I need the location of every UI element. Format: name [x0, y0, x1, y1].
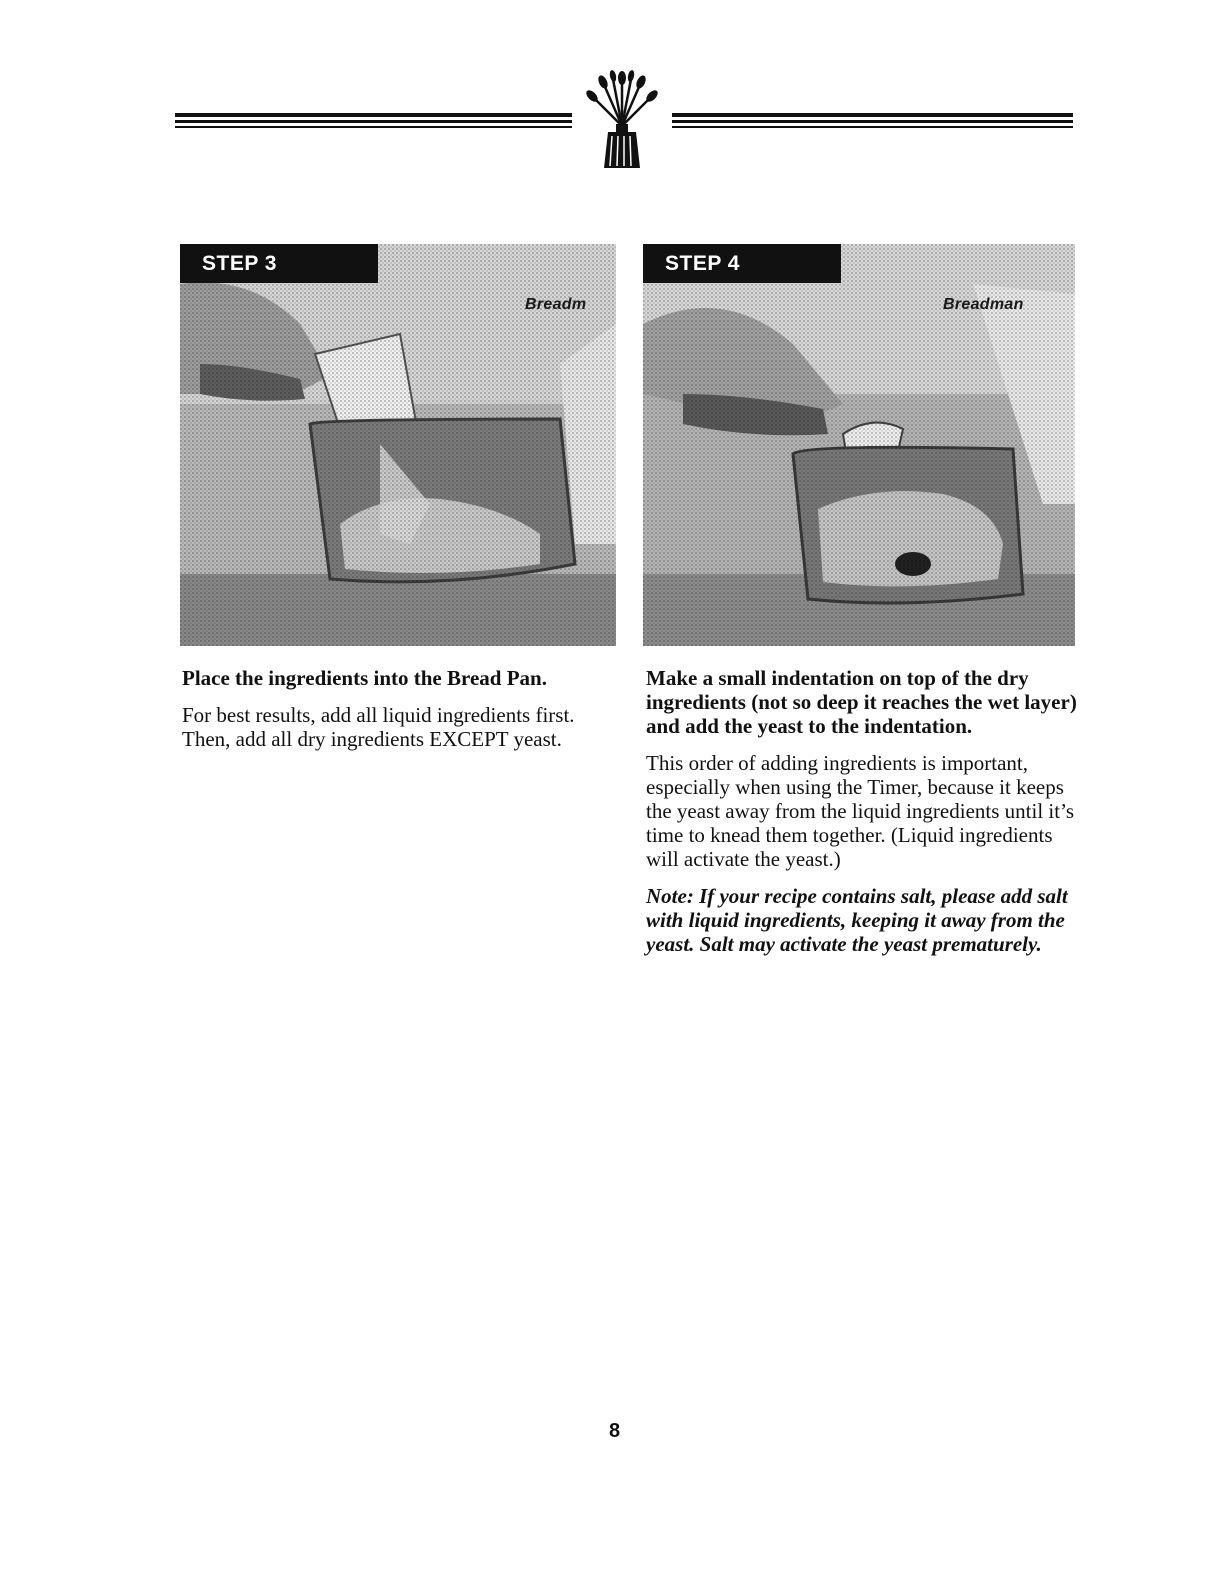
page-number: 8: [608, 1420, 621, 1442]
wheat-sheaf-icon: [572, 66, 672, 176]
step-4-body: This order of adding ingredients is important, especially when using the Timer, because it keeps the yeast away from the liquid ingredients until it’s time to knead them together. (Liquid ingredients will activate the yeast.): [646, 751, 1075, 871]
step-4-lead: Make a small indentation on top of the dry ingredients (not so deep it reaches the wet layer) and add the yeast to the indentation.: [646, 666, 1077, 738]
breadman-logo: Breadman: [943, 296, 1024, 313]
step-3-text: [182, 666, 622, 764]
step-4-banner: STEP 4: [643, 244, 841, 283]
step-3-banner: STEP 3: [180, 244, 378, 283]
step-4-note: Note: If your recipe contains salt, please add salt with liquid ingredients, keeping it away from the yeast. Salt may activate the yeast prematurely.: [646, 884, 1068, 956]
step-4-text: [646, 666, 1086, 956]
step-3-lead: Place the ingredients into the Bread Pan.: [182, 666, 547, 690]
step-3-body: For best results, add all liquid ingredients first. Then, add all dry ingredients EXCEPT yeast.: [182, 703, 575, 751]
breadman-logo: Breadm: [525, 296, 587, 313]
